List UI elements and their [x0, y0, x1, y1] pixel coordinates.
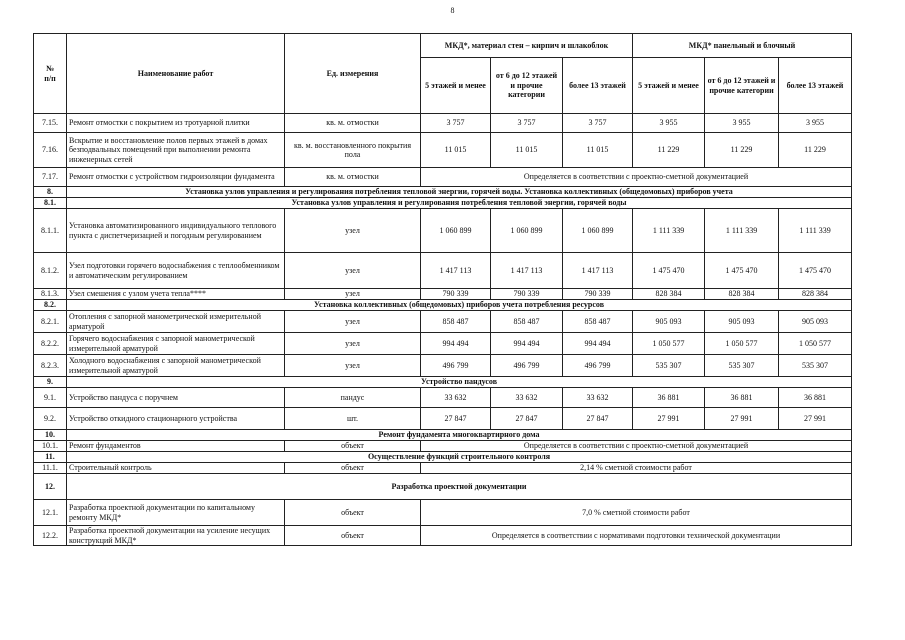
work-name: Устройство пандуса с поручнем — [67, 388, 285, 408]
cost-value: 3 955 — [705, 114, 779, 133]
section-row — [34, 300, 852, 311]
section-title: Осуществление функций строительного контроля — [67, 452, 852, 463]
row-number: 8.1.2. — [34, 253, 67, 289]
table-row — [34, 500, 852, 526]
cost-value: 1 475 470 — [705, 253, 779, 289]
row-number: 7.15. — [34, 114, 67, 133]
table-row — [34, 311, 852, 333]
table-row — [34, 355, 852, 377]
table-row — [34, 168, 852, 187]
table-row — [34, 526, 852, 546]
header-sub-6: более 13 этажей — [779, 58, 852, 114]
cost-value: 858 487 — [491, 311, 563, 333]
work-name: Строительный контроль — [67, 463, 285, 474]
row-number: 9. — [34, 377, 67, 388]
unit: узел — [285, 289, 421, 300]
cost-value: 496 799 — [491, 355, 563, 377]
cost-value: 11 015 — [563, 133, 633, 168]
cost-value: 994 494 — [491, 333, 563, 355]
section-row — [34, 452, 852, 463]
row-number: 9.1. — [34, 388, 67, 408]
header-sub-3: более 13 этажей — [563, 58, 633, 114]
section-title: Ремонт фундамента многоквартирного дома — [67, 430, 852, 441]
row-number: 12.1. — [34, 500, 67, 526]
table-row — [34, 253, 852, 289]
work-name: Ремонт отмостки с покрытием из тротуарной плитки — [67, 114, 285, 133]
cost-value: 790 339 — [563, 289, 633, 300]
row-number: 8.2.2. — [34, 333, 67, 355]
row-number: 10.1. — [34, 441, 67, 452]
cost-value: 3 757 — [491, 114, 563, 133]
unit: кв. м. отмостки — [285, 168, 421, 187]
works-cost-table — [33, 33, 852, 546]
unit: кв. м. отмостки — [285, 114, 421, 133]
cost-value: 11 229 — [705, 133, 779, 168]
cost-value: 1 111 339 — [779, 209, 852, 253]
unit: объект — [285, 463, 421, 474]
row-number: 11. — [34, 452, 67, 463]
cost-value: 535 307 — [633, 355, 705, 377]
cost-value: 828 384 — [633, 289, 705, 300]
cost-value: 33 632 — [563, 388, 633, 408]
cost-value: 496 799 — [421, 355, 491, 377]
cost-value: 11 015 — [491, 133, 563, 168]
row-number: 7.17. — [34, 168, 67, 187]
cost-value: 3 757 — [421, 114, 491, 133]
table-row — [34, 388, 852, 408]
section-title: Установка узлов управления и регулирования потребления тепловой энергии, горячей воды. Установка коллективных (общедомовых) приборов учета — [67, 187, 852, 198]
unit: кв. м. восстановленного покрытия пола — [285, 133, 421, 168]
row-number: 8.1. — [34, 198, 67, 209]
header-group-brick: МКД*, материал стен – кирпич и шлакоблок — [421, 34, 633, 58]
cost-value: 3 955 — [779, 114, 852, 133]
work-name: Устройство откидного стационарного устройства — [67, 408, 285, 430]
table-row — [34, 441, 852, 452]
table-row — [34, 408, 852, 430]
cost-value: 1 417 113 — [563, 253, 633, 289]
merged-note: 2,14 % сметной стоимости работ — [421, 463, 852, 474]
table-row — [34, 133, 852, 168]
cost-value: 27 991 — [779, 408, 852, 430]
cost-value: 36 881 — [705, 388, 779, 408]
merged-note: 7,0 % сметной стоимости работ — [421, 500, 852, 526]
page-number: 8 — [450, 6, 455, 15]
cost-value: 27 847 — [421, 408, 491, 430]
cost-value: 1 050 577 — [633, 333, 705, 355]
unit: объект — [285, 441, 421, 452]
cost-value: 535 307 — [705, 355, 779, 377]
cost-value: 858 487 — [563, 311, 633, 333]
table-row — [34, 463, 852, 474]
cost-value: 27 847 — [563, 408, 633, 430]
work-name: Установка автоматизированного индивидуального теплового пункта с диспетчеризацией и погодным регулированием — [67, 209, 285, 253]
cost-value: 1 417 113 — [421, 253, 491, 289]
section-row — [34, 430, 852, 441]
header-sub-2: от 6 до 12 этажей и прочие категории — [491, 58, 563, 114]
section-title: Устройство пандусов — [67, 377, 852, 388]
section-row — [34, 187, 852, 198]
cost-value: 994 494 — [421, 333, 491, 355]
cost-value: 828 384 — [705, 289, 779, 300]
row-number: 8.2.3. — [34, 355, 67, 377]
cost-value: 3 757 — [563, 114, 633, 133]
merged-note: Определяется в соответствии с проектно-сметной документацией — [421, 441, 852, 452]
row-number: 11.1. — [34, 463, 67, 474]
unit: узел — [285, 333, 421, 355]
cost-value: 1 050 577 — [705, 333, 779, 355]
cost-value: 27 991 — [633, 408, 705, 430]
work-name: Вскрытие и восстановление полов первых этажей в домах безподвальных помещений при выполнении ремонта инженерных сетей — [67, 133, 285, 168]
cost-value: 3 955 — [633, 114, 705, 133]
merged-note: Определяется в соответствии с проектно-сметной документацией — [421, 168, 852, 187]
cost-value: 33 632 — [491, 388, 563, 408]
cost-value: 36 881 — [779, 388, 852, 408]
cost-value: 1 417 113 — [491, 253, 563, 289]
row-number: 8.1.3. — [34, 289, 67, 300]
cost-value: 535 307 — [779, 355, 852, 377]
cost-value: 11 229 — [779, 133, 852, 168]
unit: объект — [285, 500, 421, 526]
cost-value: 27 991 — [705, 408, 779, 430]
header-group-panel: МКД* панельный и блочный — [633, 34, 852, 58]
work-name: Холодного водоснабжения с запорной манометрической измерительной арматурой — [67, 355, 285, 377]
table-body — [34, 114, 852, 546]
row-number: 8. — [34, 187, 67, 198]
section-title: Установка коллективных (общедомовых) приборов учета потребления ресурсов — [67, 300, 852, 311]
row-number: 8.2.1. — [34, 311, 67, 333]
unit: узел — [285, 311, 421, 333]
unit: узел — [285, 355, 421, 377]
row-number: 7.16. — [34, 133, 67, 168]
unit: узел — [285, 253, 421, 289]
cost-value: 1 050 577 — [779, 333, 852, 355]
section-row — [34, 377, 852, 388]
row-number: 8.2. — [34, 300, 67, 311]
work-name: Узел подготовки горячего водоснабжения с теплообменником и автоматическим регулированием — [67, 253, 285, 289]
cost-value: 828 384 — [779, 289, 852, 300]
cost-value: 11 015 — [421, 133, 491, 168]
header-sub-5: от 6 до 12 этажей и прочие категории — [705, 58, 779, 114]
row-number: 10. — [34, 430, 67, 441]
table-row — [34, 114, 852, 133]
cost-value: 858 487 — [421, 311, 491, 333]
cost-value: 1 060 899 — [563, 209, 633, 253]
section-row — [34, 198, 852, 209]
work-name: Ремонт фундаментов — [67, 441, 285, 452]
work-name: Отопления с запорной манометрической измерительной арматурой — [67, 311, 285, 333]
work-name: Ремонт отмостки с устройством гидроизоляции фундамента — [67, 168, 285, 187]
unit: шт. — [285, 408, 421, 430]
cost-value: 790 339 — [491, 289, 563, 300]
unit: узел — [285, 209, 421, 253]
cost-value: 905 093 — [779, 311, 852, 333]
merged-note: Определяется в соответствии с нормативами подготовки технической документации — [421, 526, 852, 546]
unit: объект — [285, 526, 421, 546]
work-name: Горячего водоснабжения с запорной манометрической измерительной арматурой — [67, 333, 285, 355]
header-sub-1: 5 этажей и менее — [421, 58, 491, 114]
cost-value: 1 111 339 — [633, 209, 705, 253]
work-name: Разработка проектной документации на усиление несущих конструкций МКД* — [67, 526, 285, 546]
cost-value: 1 060 899 — [491, 209, 563, 253]
cost-value: 11 229 — [633, 133, 705, 168]
section-title: Разработка проектной документации — [67, 474, 852, 500]
work-name: Разработка проектной документации по капитальному ремонту МКД* — [67, 500, 285, 526]
header-unit: Ед. измерения — [285, 34, 421, 114]
cost-value: 27 847 — [491, 408, 563, 430]
cost-value: 790 339 — [421, 289, 491, 300]
cost-value: 905 093 — [705, 311, 779, 333]
header-num: № п/п — [34, 34, 67, 114]
row-number: 9.2. — [34, 408, 67, 430]
row-number: 12. — [34, 474, 67, 500]
header-sub-4: 5 этажей и менее — [633, 58, 705, 114]
cost-value: 496 799 — [563, 355, 633, 377]
row-number: 12.2. — [34, 526, 67, 546]
cost-value: 1 475 470 — [633, 253, 705, 289]
table-row — [34, 209, 852, 253]
cost-value: 1 111 339 — [705, 209, 779, 253]
section-row — [34, 474, 852, 500]
cost-value: 1 060 899 — [421, 209, 491, 253]
header-name: Наименование работ — [67, 34, 285, 114]
cost-value: 1 475 470 — [779, 253, 852, 289]
table-row — [34, 289, 852, 300]
cost-value: 994 494 — [563, 333, 633, 355]
table-row — [34, 333, 852, 355]
cost-value: 36 881 — [633, 388, 705, 408]
cost-value: 33 632 — [421, 388, 491, 408]
section-title: Установка узлов управления и регулирования потребления тепловой энергии, горячей воды — [67, 198, 852, 209]
unit: пандус — [285, 388, 421, 408]
cost-value: 905 093 — [633, 311, 705, 333]
work-name: Узел смешения с узлом учета тепла**** — [67, 289, 285, 300]
row-number: 8.1.1. — [34, 209, 67, 253]
